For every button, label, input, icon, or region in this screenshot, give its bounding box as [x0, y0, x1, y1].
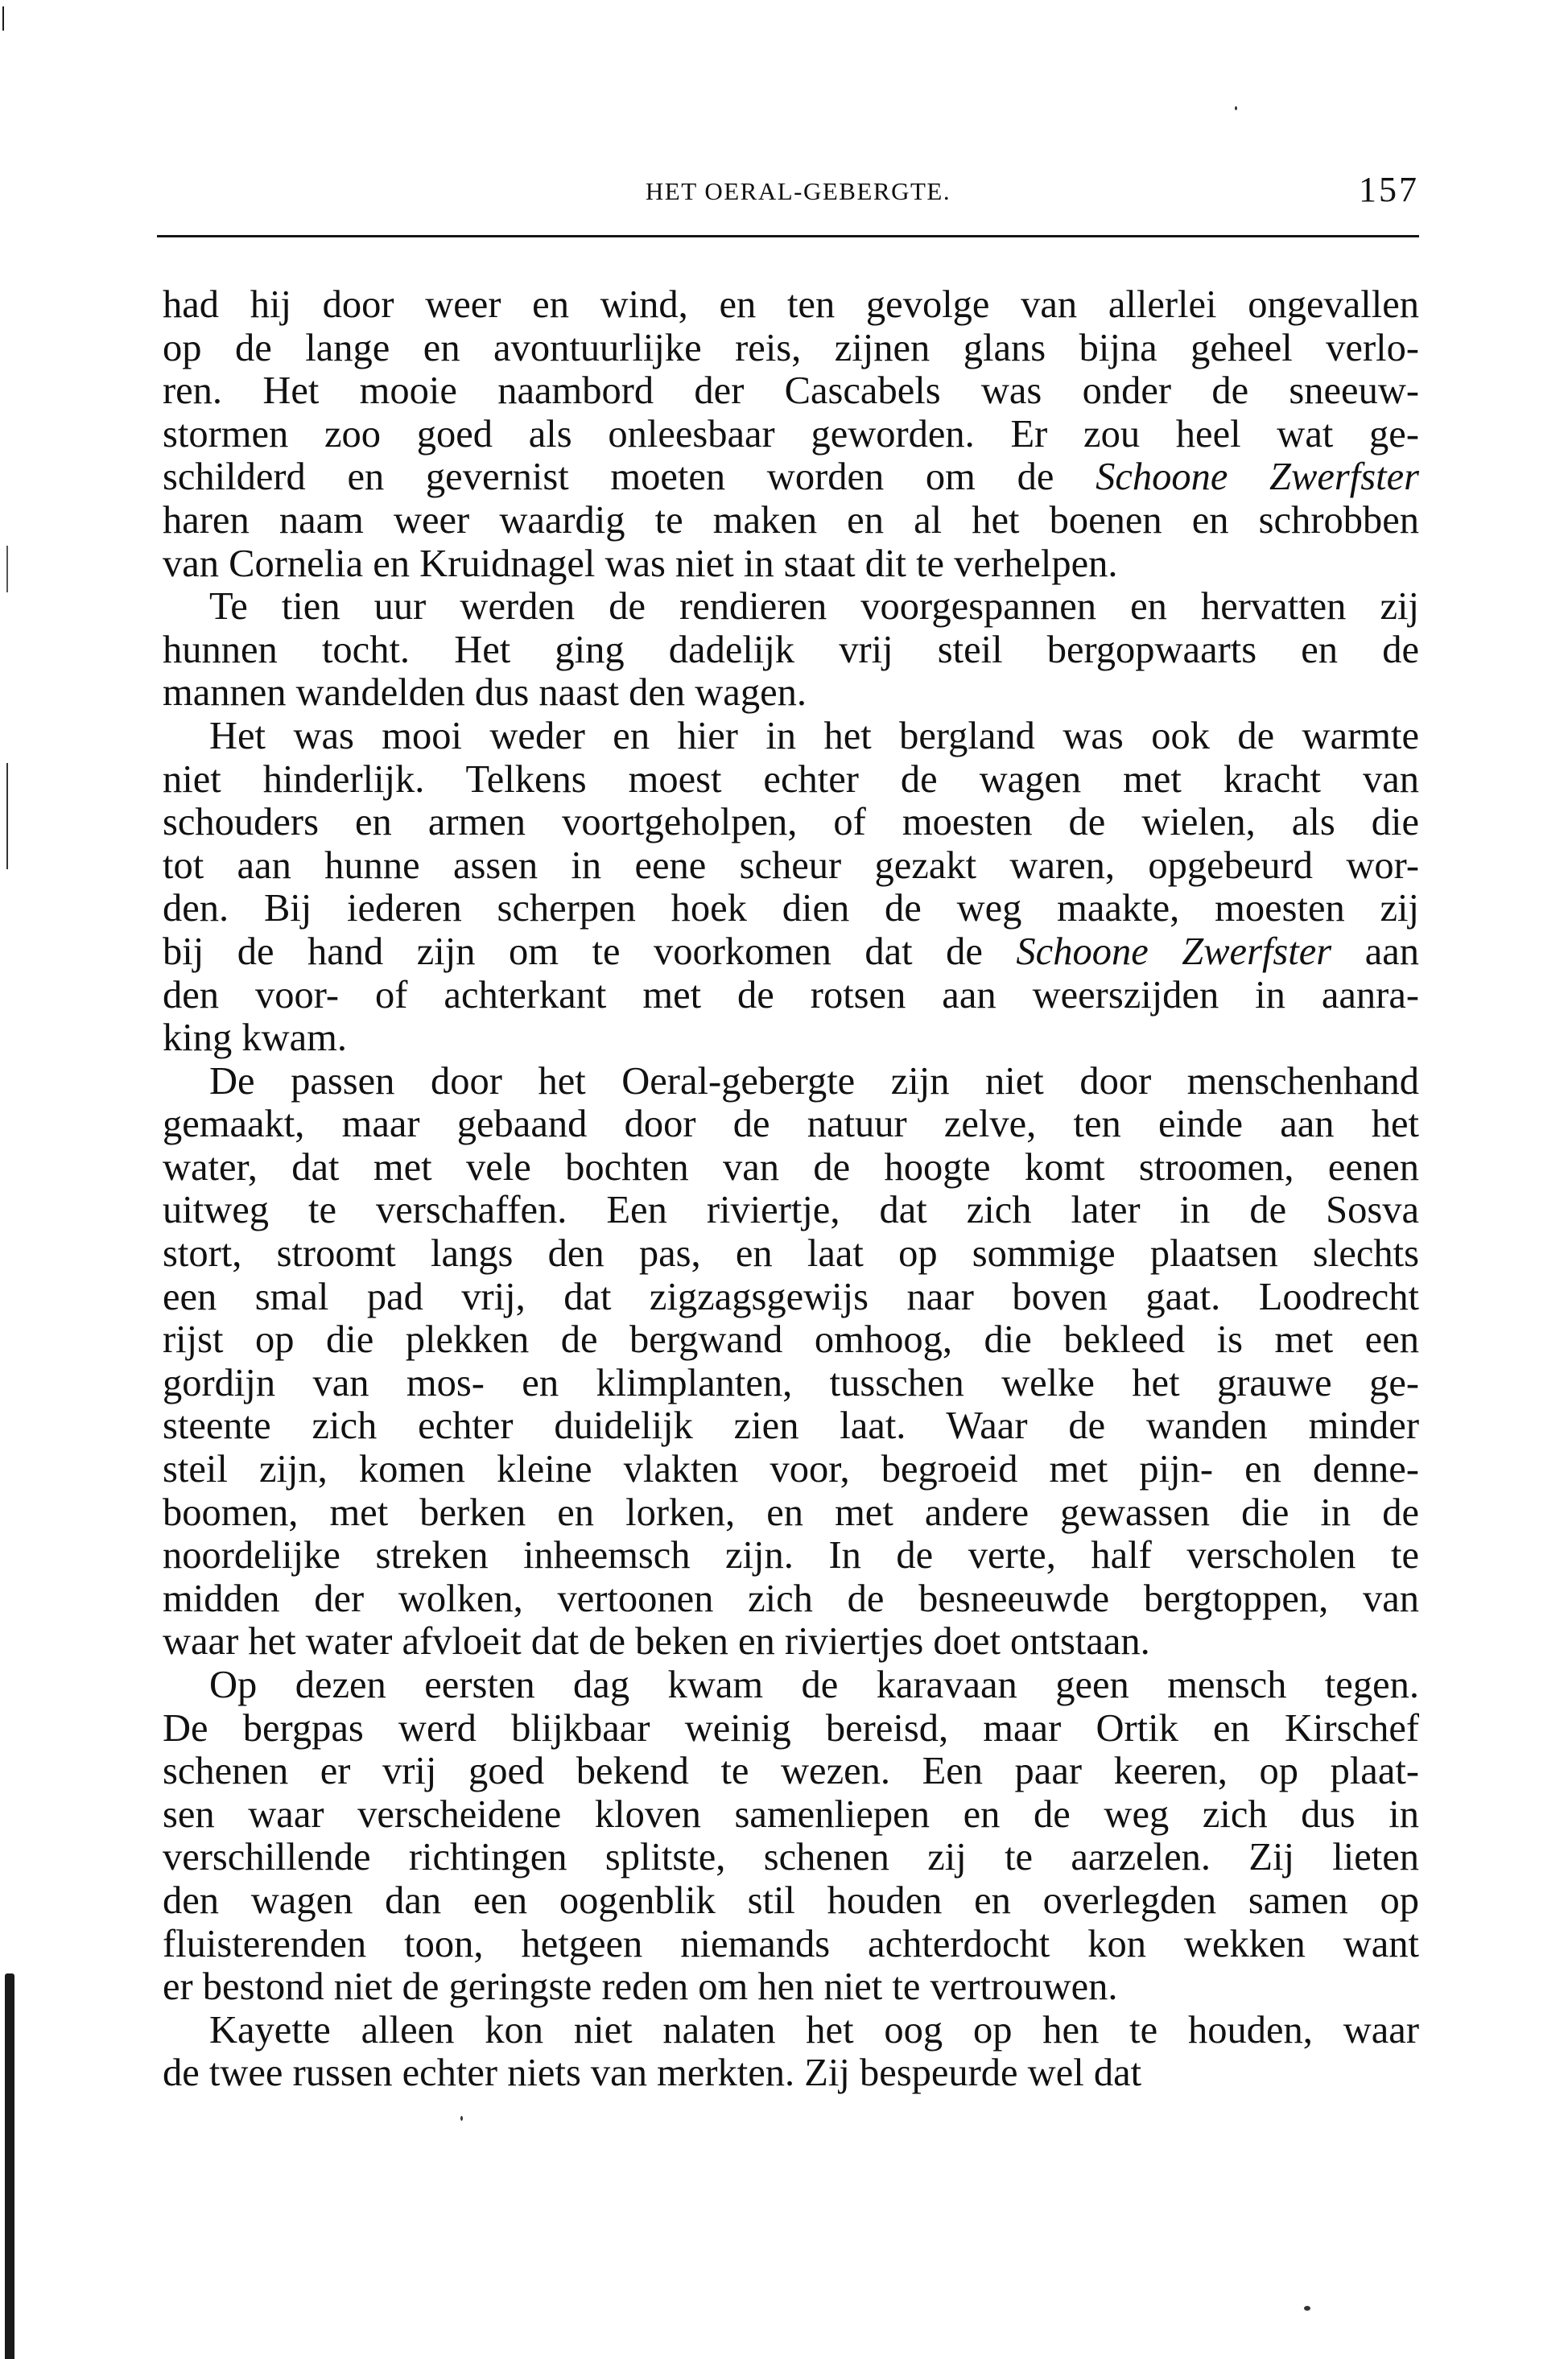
text-line: sen waar verscheidene kloven samenliepen en de weg zich dus in	[163, 1792, 1419, 1836]
ship-name-italic: Schoone Zwerfster	[1016, 930, 1332, 973]
text-line: schouders en armen voortgeholpen, of moesten de wielen, als die	[163, 801, 1419, 844]
text-line: hunnen tocht. Het ging dadelijk vrij steil bergopwaarts en de	[163, 628, 1419, 671]
text-line: mannen wandelden dus naast den wagen.	[163, 671, 807, 715]
text-line: verschillende richtingen splitste, schenen zij te aarzelen. Zij lieten	[163, 1836, 1419, 1879]
text-line: Op dezen eersten dag kwam de karavaan geen mensch tegen.	[209, 1664, 1419, 1706]
text-line: noordelijke streken inheemsch zijn. In de verte, half verscholen te	[163, 1534, 1419, 1577]
running-title: HET OERAL-GEBERGTE.	[645, 177, 951, 205]
body-text	[163, 283, 1419, 2095]
ship-name-italic: Schoone Zwerfster	[1096, 456, 1419, 499]
text-line: een smal pad vrij, dat zigzagsgewijs naar boven gaat. Loodrecht	[163, 1275, 1419, 1318]
scan-speck	[460, 2116, 463, 2121]
text-line: steente zich echter duidelijk zien laat. Waar de wanden minder	[163, 1404, 1419, 1448]
text-line: op de lange en avontuurlijke reis, zijnen glans bijna geheel verlo-	[163, 326, 1419, 369]
text-line: tot aan hunne assen in eene scheur gezakt waren, opgebeurd wor-	[163, 843, 1419, 887]
text-line: rijst op die plekken de bergwand omhoog, die bekleed is met een	[163, 1318, 1419, 1362]
text-line: king kwam.	[163, 1017, 348, 1060]
running-head	[161, 171, 1419, 219]
text-line: De passen door het Oeral-gebergte zijn niet door menschenhand	[209, 1059, 1419, 1103]
text-line: den wagen dan een oogenblik stil houden en overlegden samen op	[163, 1879, 1419, 1922]
text-line: Te tien uur werden de rendieren voorgespannen en hervatten zij	[209, 585, 1419, 629]
header-rule	[157, 235, 1419, 237]
text-line: schenen er vrij goed bekend te wezen. Een paar keeren, op plaat-	[163, 1750, 1419, 1793]
page-number: 157	[1359, 170, 1419, 209]
text-line: fluisterenden toon, hetgeen niemands achterdocht kon wekken want	[163, 1922, 1419, 1965]
text-line: Kayette alleen kon niet nalaten het oog op hen te houden, waar	[209, 2008, 1419, 2052]
text-line: uitweg te verschaffen. Een riviertje, dat zich later in de Sosva	[163, 1189, 1419, 1232]
text-line: boomen, met berken en lorken, en met andere gewassen die in de	[163, 1491, 1419, 1534]
text-line: gemaakt, maar gebaand door de natuur zelve, ten einde aan het	[163, 1103, 1419, 1146]
text-line: gordijn van mos- en klimplanten, tusschen welke het grauwe ge-	[163, 1361, 1419, 1404]
scan-speck	[1304, 2306, 1310, 2311]
text-line: de twee russen echter niets van merkten. Zij bespeurde wel dat	[163, 2052, 1142, 2095]
paragraph	[163, 715, 1419, 1060]
paragraph	[163, 2009, 1419, 2095]
text-line: haren naam weer waardig te maken en al het boenen en schrobben	[163, 498, 1419, 542]
text-line: er bestond niet de geringste reden om hen niet te vertrouwen.	[163, 1965, 1118, 2009]
scan-speck	[1235, 106, 1237, 110]
text-line: water, dat met vele bochten van de hoogte komt stroomen, eenen	[163, 1145, 1419, 1189]
text-line: Het was mooi weder en hier in het bergland was ook de warmte	[209, 714, 1419, 757]
scan-edge-mark-middle	[6, 763, 8, 869]
paragraph	[163, 283, 1419, 585]
paragraph	[163, 585, 1419, 715]
text-line: stormen zoo goed als onleesbaar geworden. Er zou heel wat ge-	[163, 412, 1419, 456]
text-line: midden der wolken, vertoonen zich de besneeuwde bergtoppen, van	[163, 1577, 1419, 1620]
scan-edge-mark-top	[2, 6, 4, 31]
text-line: stort, stroomt langs den pas, en laat op sommige plaatsen slechts	[163, 1232, 1419, 1276]
text-line: den voor- of achterkant met de rotsen aan weerszijden in aanra-	[163, 973, 1419, 1017]
text-line: schilderd en gevernist moeten worden om de Schoone Zwerfster	[163, 456, 1419, 499]
paragraph	[163, 1664, 1419, 2009]
scan-edge-mark-upper	[6, 546, 8, 592]
text-line: De bergpas werd blijkbaar weinig bereisd, maar Ortik en Kirschef	[163, 1706, 1419, 1750]
paragraph	[163, 1060, 1419, 1664]
text-line: ren. Het mooie naambord der Cascabels was onder de sneeuw-	[163, 369, 1419, 413]
scan-edge-bar-bottom	[5, 1973, 14, 2359]
text-line: had hij door weer en wind, en ten gevolge van allerlei ongevallen	[163, 283, 1419, 326]
text-line: steil zijn, komen kleine vlakten voor, begroeid met pijn- en denne-	[163, 1448, 1419, 1491]
text-line: den. Bij iederen scherpen hoek dien de weg maakte, moesten zij	[163, 887, 1419, 930]
text-line: bij de hand zijn om te voorkomen dat de Schoone Zwerfster aan	[163, 930, 1419, 973]
text-line: waar het water afvloeit dat de beken en riviertjes doet ontstaan.	[163, 1620, 1150, 1664]
text-line: van Cornelia en Kruidnagel was niet in staat dit te verhelpen.	[163, 542, 1118, 585]
text-line: niet hinderlijk. Telkens moest echter de wagen met kracht van	[163, 757, 1419, 801]
